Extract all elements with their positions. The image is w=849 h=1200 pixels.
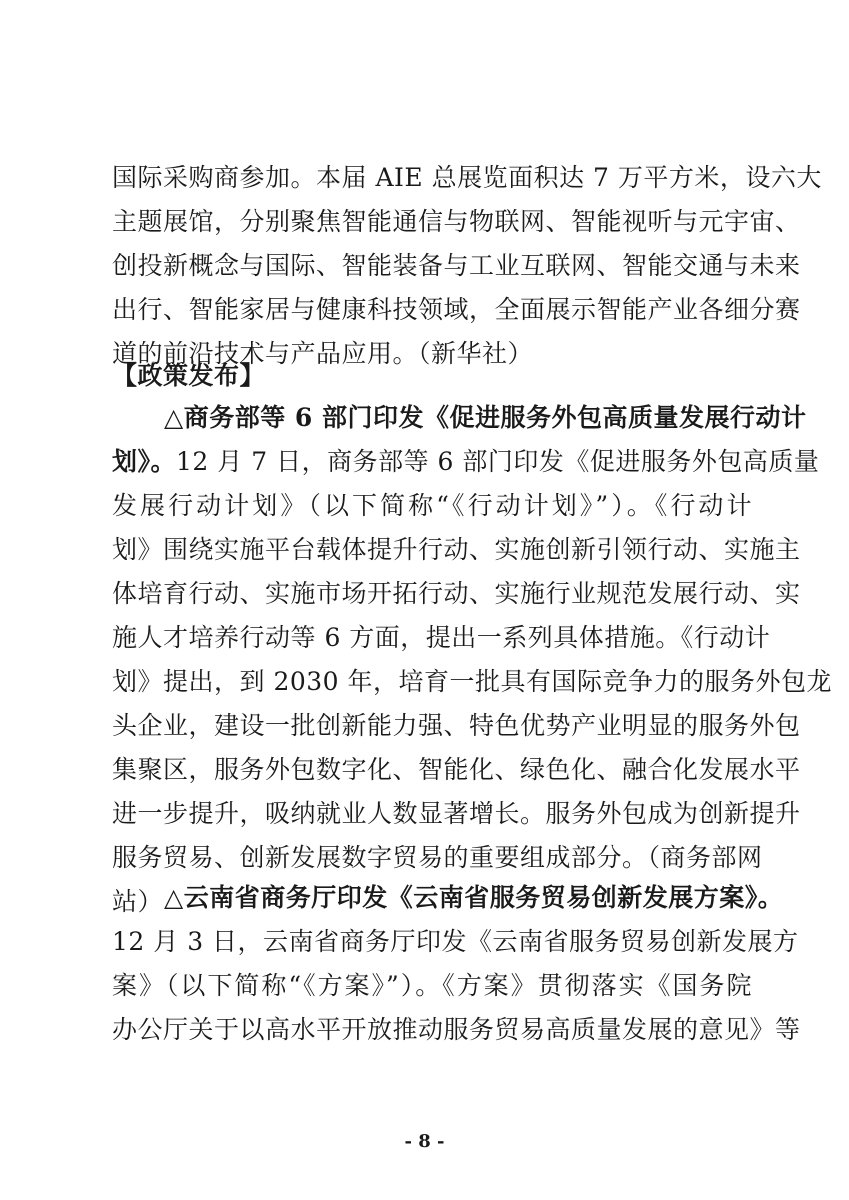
- text-line: 进一步提升，吸纳就业人数显著增长。服务外包成为创新提升: [112, 799, 801, 828]
- text-line: 施人才培养行动等 6 方面，提出一系列具体措施。《行动计: [112, 623, 771, 652]
- policy-section-heading: [112, 354, 752, 398]
- text-line: 划》提出，到 2030 年，培育一批具有国际竞争力的服务外包龙: [112, 667, 833, 696]
- section-heading: 【政策发布】: [112, 361, 266, 390]
- intro-paragraph: [112, 156, 822, 376]
- text-line: 办公厅关于以高水平开放推动服务贸易高质量发展的意见》等: [112, 1015, 801, 1044]
- text-line: 头企业，建设一批创新能力强、特色优势产业明显的服务外包: [112, 711, 801, 740]
- text-line: 集聚区，服务外包数字化、智能化、绿色化、融合化发展水平: [112, 755, 801, 784]
- text-line: 主题展馆，分别聚焦智能通信与物联网、智能视听与元宇宙、: [112, 207, 801, 236]
- text-line: 12 月 3 日，云南省商务厅印发《云南省服务贸易创新发展方: [112, 927, 799, 956]
- text-line: 出行、智能家居与健康科技领域，全面展示智能产业各细分赛: [112, 295, 801, 324]
- text-line: 发展行动计划》（以下简称“《行动计划》”）。《行动计: [112, 491, 752, 520]
- page-number: - 8 -: [404, 1131, 445, 1152]
- text-line: 站）: [112, 887, 164, 916]
- item-title-end: 划》。: [112, 447, 177, 476]
- text-line: 国际采购商参加。本届 AIE 总展览面积达 7 万平方米，设六大: [112, 163, 822, 192]
- text-line: 体培育行动、实施市场开拓行动、实施行业规范发展行动、实: [112, 579, 801, 608]
- text-line: 案》（以下简称“《方案》”）。《方案》贯彻落实《国务院: [112, 971, 752, 1000]
- text-line: [112, 440, 820, 484]
- item-text: 12 月 7 日，商务部等 6 部门印发《促进服务外包高质量: [176, 447, 820, 476]
- text-line: 划》围绕实施平台载体提升行动、实施创新引领行动、实施主: [112, 535, 801, 564]
- text-line: 服务贸易、创新发展数字贸易的重要组成部分。（商务部网: [112, 843, 763, 872]
- item-title: △云南省商务厅印发《云南省服务贸易创新发展方案》。: [164, 883, 784, 912]
- text-line: 创投新概念与国际、智能装备与工业互联网、智能交通与未来: [112, 251, 801, 280]
- item-title: △商务部等 6 部门印发《促进服务外包高质量发展行动计: [164, 403, 807, 432]
- policy-item-outsourcing: [112, 396, 833, 924]
- text-line: 道的前沿技术与产品应用。（新华社）: [112, 339, 534, 368]
- policy-item-yunnan: [112, 876, 801, 1052]
